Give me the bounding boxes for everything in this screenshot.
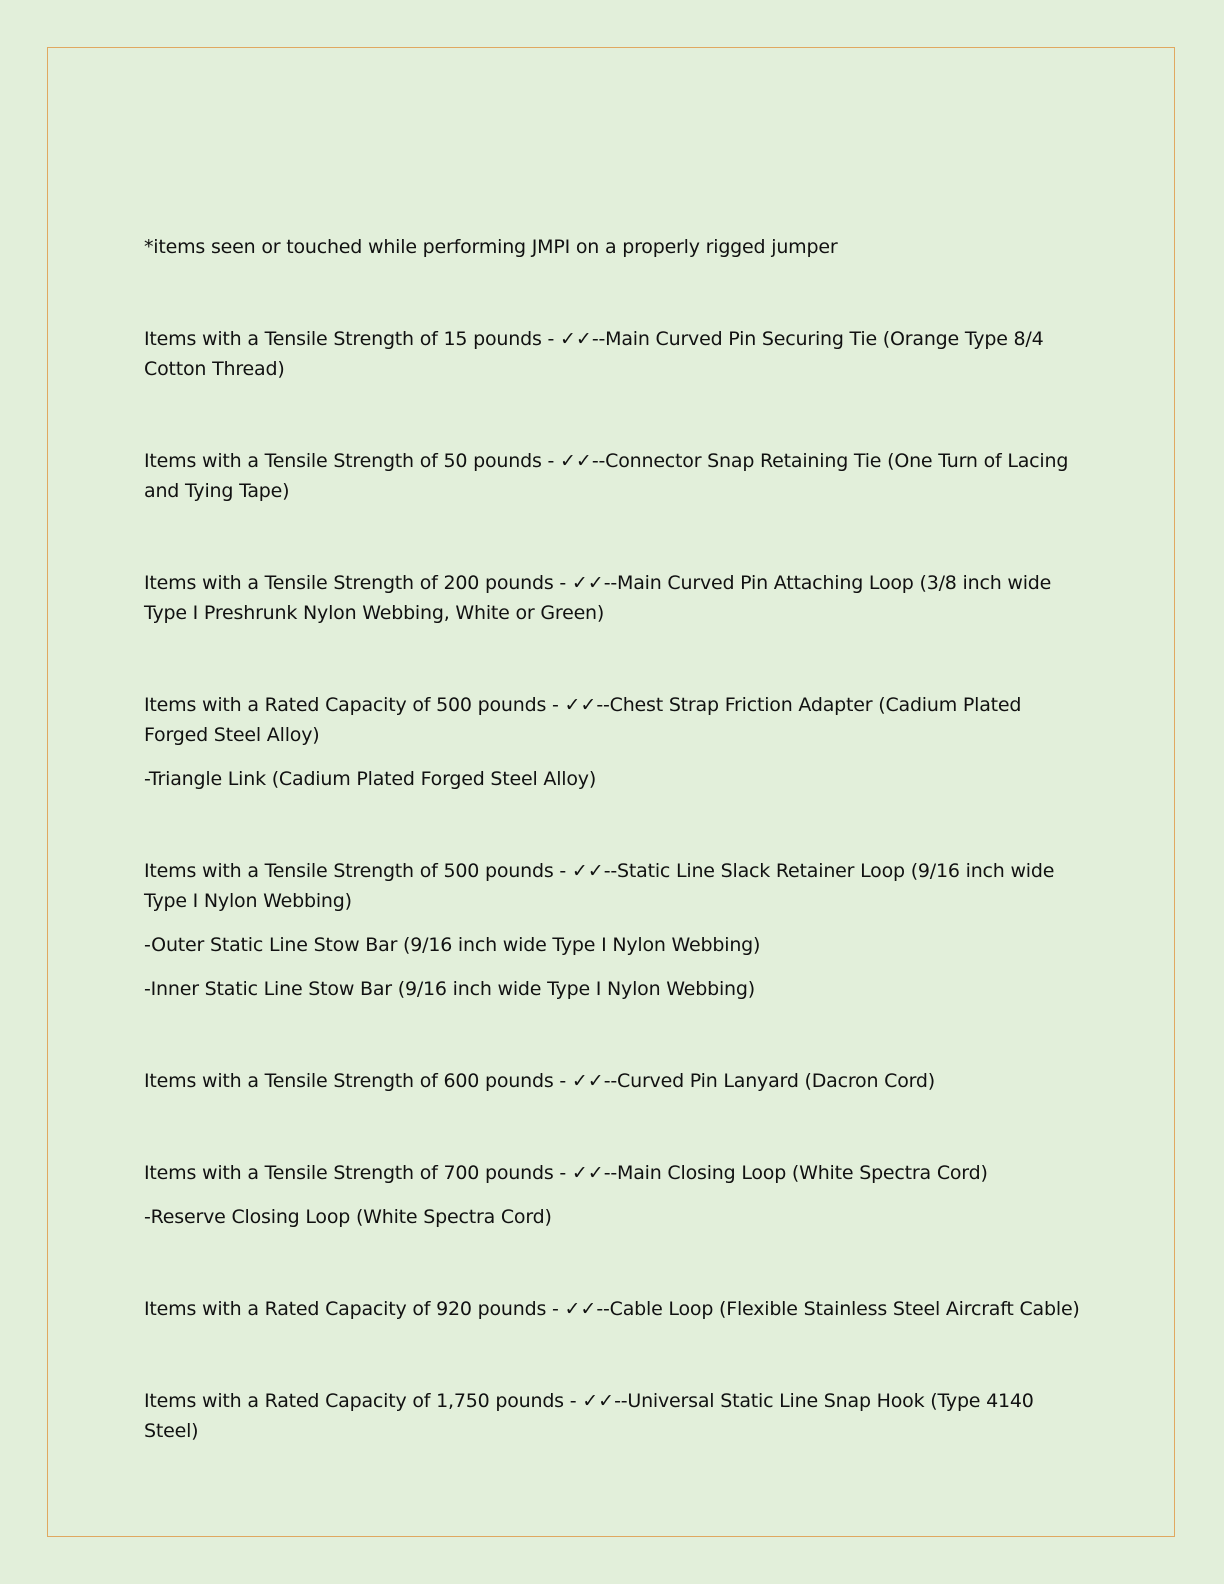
section-heading: Items with a Tensile Strength of 200 pounds - [144, 572, 572, 594]
section-line [144, 856, 1084, 916]
double-check-icon: ✓✓ [559, 450, 592, 472]
section-first-item: --Main Closing Loop (White Spectra Cord) [603, 1162, 988, 1184]
section-line [144, 690, 1084, 750]
section-first-item: --Curved Pin Lanyard (Dacron Cord) [603, 1070, 935, 1092]
strength-section [144, 1158, 1084, 1232]
section-sub-item: -Inner Static Line Stow Bar (9/16 inch wide Type I Nylon Webbing) [144, 978, 755, 1000]
strength-section [144, 1066, 1084, 1096]
document-body [144, 232, 1084, 1508]
section-line [144, 1386, 1084, 1446]
section-first-item: --Chest Strap Friction Adapter (Cadium Plated Forged Steel Alloy) [144, 694, 1022, 746]
section-line [144, 324, 1084, 384]
section-line [144, 1294, 1084, 1324]
section-line [144, 568, 1084, 628]
strength-section [144, 1386, 1084, 1446]
section-first-item: --Connector Snap Retaining Tie (One Turn of Lacing and Tying Tape) [144, 450, 1069, 502]
section-heading: Items with a Tensile Strength of 600 pounds - [144, 1070, 572, 1092]
strength-section [144, 324, 1084, 384]
section-first-item: --Static Line Slack Retainer Loop (9/16 inch wide Type I Nylon Webbing) [144, 860, 1055, 912]
section-sub-item: -Reserve Closing Loop (White Spectra Cord) [144, 1206, 552, 1228]
section-heading: Items with a Tensile Strength of 500 pounds - [144, 860, 572, 882]
section-first-item: --Cable Loop (Flexible Stainless Steel Aircraft Cable) [596, 1298, 1080, 1320]
section-sub-item: -Triangle Link (Cadium Plated Forged Steel Alloy) [144, 768, 597, 790]
section-heading: Items with a Tensile Strength of 50 pounds - [144, 450, 560, 472]
double-check-icon: ✓✓ [571, 1070, 604, 1092]
double-check-icon: ✓✓ [564, 694, 597, 716]
section-first-item: --Main Curved Pin Attaching Loop (3/8 inch wide Type I Preshrunk Nylon Webbing, White or Green) [144, 572, 1052, 624]
double-check-icon: ✓✓ [571, 572, 604, 594]
strength-section [144, 690, 1084, 794]
section-first-item: --Universal Static Line Snap Hook (Type 4140 Steel) [144, 1390, 1034, 1442]
section-heading: Items with a Rated Capacity of 1,750 pounds - [144, 1390, 583, 1412]
section-line [144, 1158, 1084, 1188]
section-heading: Items with a Rated Capacity of 500 pounds - [144, 694, 565, 716]
double-check-icon: ✓✓ [571, 860, 604, 882]
section-line [144, 446, 1084, 506]
section-heading: Items with a Rated Capacity of 920 pounds - [144, 1298, 565, 1320]
double-check-icon: ✓✓ [564, 1298, 597, 1320]
double-check-icon: ✓✓ [571, 1162, 604, 1184]
strength-section [144, 446, 1084, 506]
section-first-item: --Main Curved Pin Securing Tie (Orange Type 8/4 Cotton Thread) [144, 328, 1044, 380]
section-sub-item: -Outer Static Line Stow Bar (9/16 inch wide Type I Nylon Webbing) [144, 934, 761, 956]
intro-note: *items seen or touched while performing JMPI on a properly rigged jumper [144, 236, 838, 258]
section-heading: Items with a Tensile Strength of 700 pounds - [144, 1162, 572, 1184]
section-heading: Items with a Tensile Strength of 15 pounds - [144, 328, 560, 350]
double-check-icon: ✓✓ [559, 328, 592, 350]
strength-section [144, 856, 1084, 1004]
section-line [144, 1066, 1084, 1096]
strength-section [144, 1294, 1084, 1324]
double-check-icon: ✓✓ [582, 1390, 615, 1412]
strength-section [144, 568, 1084, 628]
